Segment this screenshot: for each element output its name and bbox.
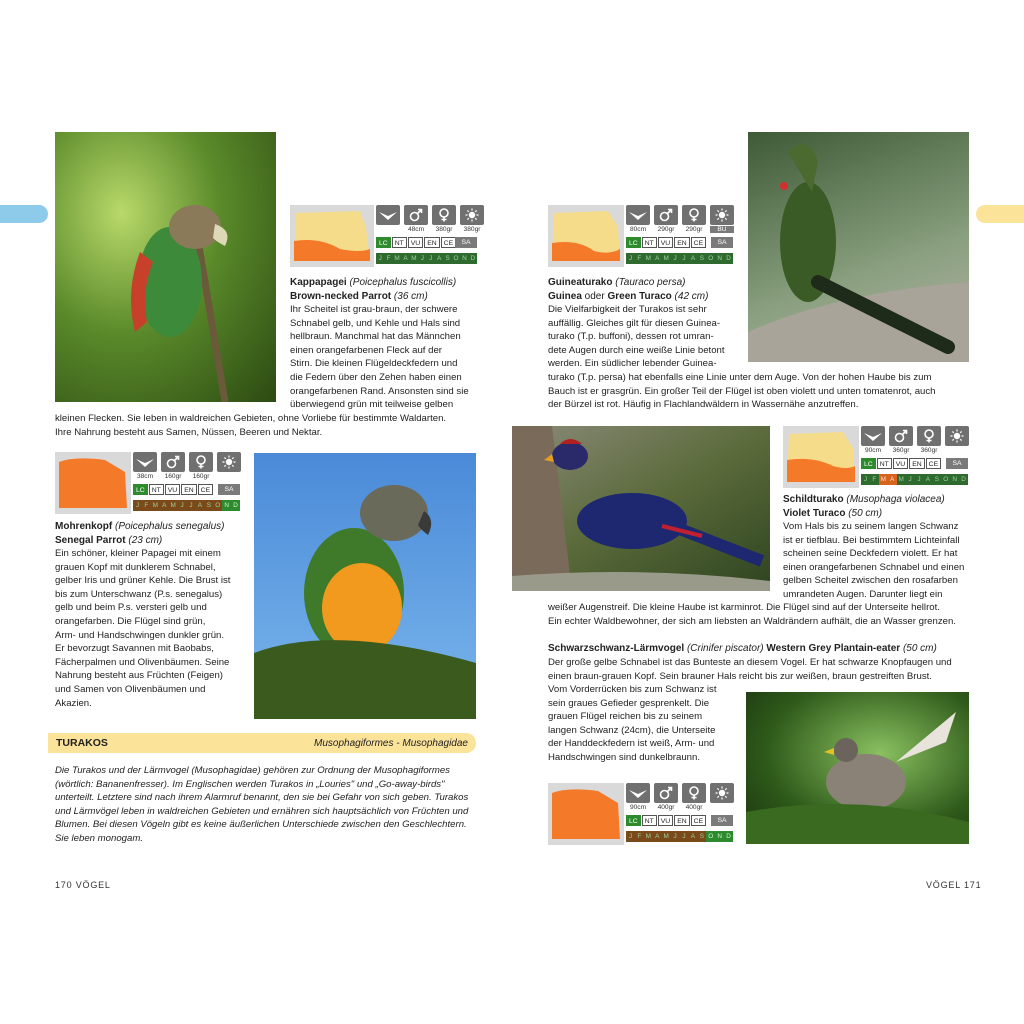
- brown-necked-parrot-photo: [55, 132, 276, 402]
- month: O: [708, 255, 714, 262]
- text-line: turako (T.p. persa) hat ebenfalls eine Linie unter dem Auge. Von der hohen Haube bis zum: [548, 372, 932, 383]
- region-badge: SA: [455, 237, 477, 248]
- text-line: Blumen. Bei diesen Vögeln gibt es keine äußerlichen Unterschiede zwischen den Geschlechtern.: [55, 819, 467, 831]
- month: O: [215, 502, 221, 509]
- iucn-ce: CE: [926, 458, 941, 469]
- info-box-mohrenkopf: [55, 452, 241, 514]
- text-line: Er bevorzugt Savannen mit Baobabs,: [55, 643, 214, 655]
- iucn-ce: CE: [691, 237, 706, 248]
- text-line: werden. Ein südlicher lebender Guinea-: [548, 358, 717, 370]
- text-line: gelb und beim P.s. versteri gelb und: [55, 602, 207, 614]
- month: D: [470, 255, 476, 262]
- name-de: Schildturako: [783, 494, 844, 505]
- month-active: N: [222, 500, 231, 511]
- range-map: [55, 452, 131, 514]
- month: A: [655, 833, 660, 840]
- text-line: und Lärmvögel leben in waldreichen Gebieten und ernähren sich hauptsächlich von Früchten und: [55, 805, 469, 817]
- region-badge: SA: [711, 237, 733, 248]
- text-line: Ein echter Waldbewohner, der sich am liebsten an Waldrändern aufhält, die an Wasser grenzen.: [548, 615, 956, 627]
- female-weight: 160gr: [192, 473, 210, 480]
- month: J: [863, 476, 868, 483]
- iucn-vu: VU: [408, 237, 423, 248]
- male-icon: [654, 205, 678, 225]
- text-line: scheinen seine Deckfedern violett. Er hat: [783, 548, 958, 560]
- month: M: [645, 833, 651, 840]
- family-text: [55, 764, 480, 846]
- month: M: [663, 255, 669, 262]
- species-text: [55, 547, 253, 710]
- range-map: [783, 426, 859, 488]
- text-line: Ihre Nahrung besteht aus Samen, Nüssen, Beeren und Nektar.: [55, 426, 323, 438]
- wingspan-icon: [133, 452, 157, 472]
- size: (36 cm): [393, 290, 428, 302]
- iucn-vu: VU: [165, 484, 180, 495]
- name-en: Senegal Parrot: [55, 534, 126, 546]
- size-value: 90cm: [864, 447, 882, 454]
- species-title: [290, 276, 476, 303]
- month: J: [673, 255, 677, 262]
- name-lat: (Poicephalus fuscicollis): [349, 277, 457, 288]
- text-line: gelben Scheitel zwischen den rosafarben: [783, 575, 958, 587]
- month: F: [144, 502, 149, 509]
- month-bar: [376, 253, 477, 264]
- male-weight: 400gr: [657, 804, 675, 811]
- text-line: (wörtlich: Bananenfresser). Im Englischen werden Turakos in „Louries" und „Go-away-birds": [55, 778, 445, 790]
- month: J: [682, 255, 686, 262]
- text-line: Bauch ist er grasgrün. Ein großer Teil der Flügel ist oben violett und unten tomatenrot, auch: [548, 385, 936, 397]
- month: O: [943, 476, 949, 483]
- size-value: 80cm: [629, 226, 647, 233]
- female-icon: [917, 426, 941, 446]
- species-text-wide: [548, 601, 978, 628]
- month: A: [690, 833, 696, 840]
- text-line: gelber Iris und grüner Kehle. Die Brust ist: [55, 575, 231, 587]
- text-line: Ihr Scheitel ist grau-braun, der schwere: [290, 304, 458, 315]
- wingspan-icon: [626, 205, 650, 225]
- text-line: einen orangefarbenen Schnabel und einen: [783, 561, 965, 573]
- wingspan-icon: [376, 205, 400, 225]
- text-line: der Handdeckfedern ist weiß, Arm- und: [548, 738, 715, 750]
- month-active: M: [880, 476, 886, 483]
- iucn-ce: CE: [198, 484, 213, 495]
- month: F: [637, 833, 642, 840]
- month: N: [462, 255, 467, 262]
- month: J: [628, 833, 633, 840]
- female-weight: 400gr: [685, 804, 703, 811]
- month: J: [673, 833, 677, 840]
- text-line: Handschwingen sind dunkelbraunn.: [548, 751, 701, 763]
- month: N: [952, 476, 957, 483]
- month: A: [437, 255, 442, 262]
- size: (50 cm): [848, 507, 883, 519]
- iucn-status: [626, 815, 706, 826]
- female-weight: 380gr: [463, 226, 481, 233]
- month: A: [655, 255, 660, 262]
- text-line: grauen Kopf mit dunklerem Schnabel,: [55, 561, 216, 573]
- size-value: 38cm: [136, 473, 154, 480]
- violet-turaco-photo: [512, 426, 770, 591]
- text-line: die Federn über den Zehen haben einen: [290, 371, 462, 383]
- species-text: [548, 683, 740, 765]
- text-line: umrandeten Augen. Darunter liegt ein: [783, 588, 943, 600]
- female-icon: [432, 205, 456, 225]
- name-lat: (Crinifer piscator): [686, 643, 764, 654]
- text-line: turako (T.p. buffoni), dessen rot umran-: [548, 331, 714, 343]
- month: S: [445, 255, 450, 262]
- info-box-guineaturako: [548, 205, 734, 267]
- size: (42 cm): [674, 290, 709, 302]
- text-line: Stirn. Die kleinen Flügeldeckfedern und: [290, 358, 458, 370]
- text-line: Vom Hals bis zu seinem langen Schwanz: [783, 521, 959, 532]
- iucn-lc: LC: [376, 237, 391, 248]
- species-title: [548, 276, 744, 303]
- male-weight: 380gr: [435, 226, 453, 233]
- month: J: [378, 255, 382, 262]
- month: S: [699, 833, 704, 840]
- text-line: Schnabel gelb, und Kehle und Hals sind: [290, 317, 461, 329]
- female-icon: [682, 205, 706, 225]
- iucn-en: EN: [674, 815, 689, 826]
- text-line: sein graues Gefieder gesprenkelt. Die: [548, 697, 710, 709]
- sun-icon: [460, 205, 484, 225]
- month: J: [917, 476, 921, 483]
- family-name: TURAKOS: [56, 737, 108, 749]
- text-line: langen Schwanz (24cm), die Unterseite: [548, 724, 716, 736]
- text-line: auffällig. Gleiches gilt für diesen Guinea-: [548, 317, 721, 329]
- senegal-parrot-photo: [254, 453, 476, 719]
- male-icon: [161, 452, 185, 472]
- text-line: Sie leben monogam.: [55, 832, 143, 844]
- sun-icon: [710, 783, 734, 803]
- species-text-wide: [548, 371, 973, 412]
- month: D: [961, 476, 966, 483]
- text-line: ist er tiefblau. Bei bestimmtem Lichteinfall: [783, 534, 960, 546]
- month: M: [394, 255, 400, 262]
- name-en: Western Grey Plantain-eater: [766, 643, 901, 654]
- month: M: [152, 502, 158, 509]
- name-de: Guineaturako: [548, 277, 613, 288]
- name-en-connector: oder: [581, 290, 608, 302]
- chapter-tab-left: [0, 205, 48, 223]
- size-value: 48cm: [407, 226, 425, 233]
- iucn-nt: NT: [392, 237, 407, 248]
- region-badge-top: BU: [710, 226, 734, 233]
- month: J: [908, 476, 912, 483]
- month-active: D: [724, 831, 733, 842]
- family-header: [48, 733, 476, 753]
- month-bar: [626, 253, 733, 264]
- iucn-nt: NT: [149, 484, 164, 495]
- name-en: Violet Turaco: [783, 507, 846, 519]
- month: N: [717, 255, 722, 262]
- info-box-schildturako: [783, 426, 969, 488]
- species-text-wide: [548, 656, 978, 683]
- text-line: Die Vielfarbigkeit der Turakos ist sehr: [548, 304, 707, 315]
- month: O: [453, 255, 459, 262]
- iucn-ce: CE: [441, 237, 456, 248]
- text-line: weißer Augenstreif. Die kleine Haube ist karminrot. Die Flügel sind auf der Unterseite hellrot.: [548, 602, 940, 613]
- month: J: [628, 255, 633, 262]
- text-line: Nahrung besteht aus Früchten (Feigen): [55, 670, 223, 682]
- name-de: Kappapagei: [290, 277, 347, 288]
- name-lat: (Musophaga violacea): [846, 494, 945, 505]
- month: F: [637, 255, 642, 262]
- male-icon: [404, 205, 428, 225]
- iucn-vu: VU: [658, 237, 673, 248]
- page-footer-left: 170 VÖGEL: [55, 880, 111, 890]
- page-footer-right: VÖGEL 171: [926, 880, 982, 890]
- month: J: [180, 502, 184, 509]
- month-bar: [626, 831, 733, 842]
- text-line: kleinen Flecken. Sie leben in waldreichen Gebieten, ohne Vorliebe für bestimmte Waldarten.: [55, 413, 447, 424]
- name-de: Schwarzschwanz-Lärmvogel: [548, 643, 685, 654]
- iucn-nt: NT: [642, 237, 657, 248]
- text-line: Die Turakos und der Lärmvogel (Musophagidae) gehören zur Ordnung der Musophagiformes: [55, 765, 450, 776]
- month: A: [403, 255, 408, 262]
- text-line: der Bürzel ist rot. Häufig in Flachlandwäldern in Wassernähe anzutreffen.: [548, 399, 859, 411]
- text-line: Akazien.: [55, 697, 92, 709]
- iucn-status: [626, 237, 706, 248]
- text-line: und Samen von Olivenbäumen und: [55, 683, 206, 695]
- iucn-en: EN: [674, 237, 689, 248]
- month: J: [189, 502, 193, 509]
- month: J: [135, 502, 140, 509]
- month-bar: [133, 500, 240, 511]
- name-en-alt: Green Turaco: [607, 290, 672, 302]
- size-value: 90cm: [629, 804, 647, 811]
- name-de: Mohrenkopf: [55, 521, 113, 532]
- female-icon: [189, 452, 213, 472]
- iucn-lc: LC: [861, 458, 876, 469]
- text-line: orangefarben. Die Flügel sind grün,: [55, 615, 206, 627]
- text-line: dete Augen durch eine weiße Linie betont: [548, 344, 725, 356]
- iucn-en: EN: [181, 484, 196, 495]
- month: D: [726, 255, 731, 262]
- month: M: [411, 255, 417, 262]
- sun-icon: [710, 205, 734, 225]
- text-line: Fächerpalmen und Olivenbäumen. Seine: [55, 656, 230, 668]
- male-icon: [889, 426, 913, 446]
- month: M: [645, 255, 651, 262]
- month-active: N: [715, 831, 724, 842]
- species-text-wide: [55, 412, 480, 439]
- iucn-status: [861, 458, 941, 469]
- male-weight: 360gr: [892, 447, 910, 454]
- month: M: [663, 833, 669, 840]
- species-title: [783, 493, 973, 520]
- month: S: [206, 502, 211, 509]
- month: A: [925, 476, 931, 483]
- text-line: Arm- und Handschwingen dunkler grün.: [55, 629, 225, 641]
- name-lat: (Poicephalus senegalus): [115, 521, 225, 532]
- text-line: unterteilt. Letztere sind nach ihrem Alarmruf benannt, den sie bei Gefahr von sich geben. Turakos: [55, 792, 469, 804]
- month: M: [170, 502, 176, 509]
- name-en: Brown-necked Parrot: [290, 290, 392, 302]
- month: M: [898, 476, 904, 483]
- iucn-nt: NT: [642, 815, 657, 826]
- month-active: D: [231, 500, 240, 511]
- text-line: hellbraun. Manchmal hat das Männchen: [290, 331, 461, 343]
- iucn-status: [376, 237, 456, 248]
- plantain-eater-photo: [746, 692, 969, 844]
- guinea-turaco-photo: [748, 132, 969, 362]
- info-box-laermvogel: [548, 783, 734, 845]
- month: A: [197, 502, 203, 509]
- month: A: [690, 255, 696, 262]
- iucn-ce: CE: [691, 815, 706, 826]
- month: J: [420, 255, 424, 262]
- region-badge: SA: [946, 458, 968, 469]
- wingspan-icon: [626, 783, 650, 803]
- text-line: einen braun-grauen Kopf. Sein brauner Hals reicht bis zur weißen, braun gestreiften Brust.: [548, 670, 932, 682]
- iucn-en: EN: [424, 237, 439, 248]
- wingspan-icon: [861, 426, 885, 446]
- text-line: grauen Flügel reichen bis zu seinem: [548, 711, 703, 723]
- range-map: [548, 783, 624, 845]
- region-badge: SA: [711, 815, 733, 826]
- iucn-status: [133, 484, 213, 495]
- info-box-kappapagei: [290, 205, 481, 267]
- sun-icon: [217, 452, 241, 472]
- month-active: O: [708, 833, 714, 840]
- iucn-vu: VU: [893, 458, 908, 469]
- name-lat: (Tauraco persa): [615, 277, 686, 288]
- iucn-lc: LC: [626, 237, 641, 248]
- female-weight: 360gr: [920, 447, 938, 454]
- species-text: [290, 303, 480, 412]
- text-line: Der große gelbe Schnabel ist das Bunteste an diesem Vogel. Er hat schwarze Knopfaugen und: [548, 657, 952, 668]
- text-line: Ein schöner, kleiner Papagei mit einem: [55, 548, 221, 559]
- male-weight: 290gr: [657, 226, 675, 233]
- month: F: [386, 255, 391, 262]
- spacer: [376, 226, 400, 233]
- text-line: einen orangefarbenen Fleck auf der: [290, 344, 443, 356]
- male-icon: [654, 783, 678, 803]
- species-text: [548, 303, 744, 371]
- iucn-vu: VU: [658, 815, 673, 826]
- sun-icon: [945, 426, 969, 446]
- species-title: [548, 642, 978, 656]
- iucn-lc: LC: [133, 484, 148, 495]
- iucn-lc: LC: [626, 815, 641, 826]
- text-line: Vom Vorderrücken bis zum Schwanz ist: [548, 684, 717, 695]
- text-line: überwiegend grün mit teilweise gelben: [290, 399, 454, 411]
- size: (23 cm): [128, 534, 163, 546]
- range-map: [548, 205, 624, 267]
- species-title: [55, 520, 251, 547]
- month-active: A: [888, 474, 897, 485]
- month: F: [872, 476, 877, 483]
- text-line: orangefarbenen Rand. Ansonsten sind sie: [290, 385, 469, 397]
- text-line: bis zum Unterschwanz (P.s. senegalus): [55, 588, 223, 600]
- month-bar: [861, 474, 968, 485]
- month: S: [934, 476, 939, 483]
- male-weight: 160gr: [164, 473, 182, 480]
- size: (50 cm): [902, 643, 937, 654]
- month: J: [682, 833, 686, 840]
- region-badge: SA: [218, 484, 240, 495]
- month: S: [699, 255, 704, 262]
- female-icon: [682, 783, 706, 803]
- iucn-en: EN: [909, 458, 924, 469]
- family-latin: Musophagiformes - Musophagidae: [314, 737, 468, 749]
- name-en: Guinea: [548, 290, 582, 302]
- month: J: [429, 255, 433, 262]
- month: A: [162, 502, 167, 509]
- iucn-nt: NT: [877, 458, 892, 469]
- range-map: [290, 205, 374, 267]
- female-weight: 290gr: [685, 226, 703, 233]
- species-text: [783, 520, 973, 602]
- chapter-tab-right: [976, 205, 1024, 223]
